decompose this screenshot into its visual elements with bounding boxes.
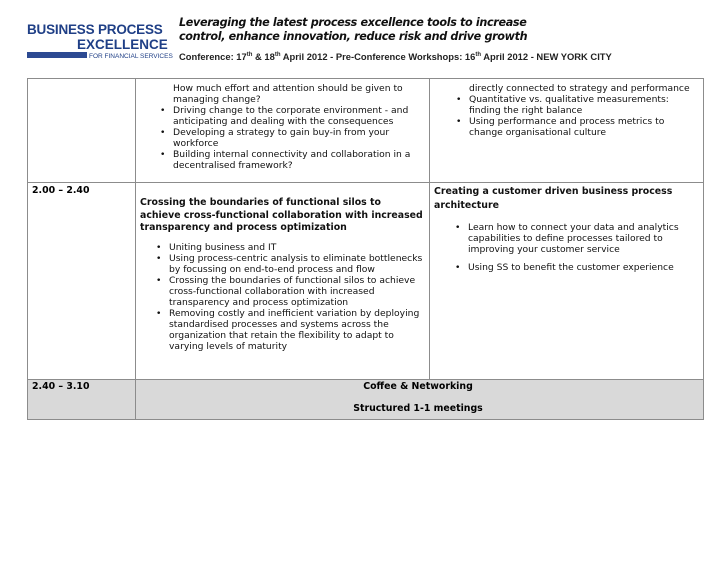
agenda-table <box>27 78 704 420</box>
dates-sup-3: th <box>475 51 482 58</box>
row2-right-list <box>434 222 699 273</box>
list-item: • Using performance and process metrics to change organisational culture <box>451 116 699 138</box>
dates-sup-2: th <box>274 51 281 58</box>
list-item: • Crossing the boundaries of functional silos to achieve cross-functional collaboration with increased transparency and process optimization <box>151 275 424 308</box>
row2-middle-list <box>140 242 424 352</box>
list-item: • Removing costly and inefficient variation by deploying standardised processes and systems across the organization that retain the flexibility to adapt to varying levels of maturity <box>151 308 424 352</box>
list-item: • Learn how to connect your data and analytics capabilities to define processes tailored to improving your customer service <box>450 222 699 255</box>
logo-line-3: FOR FINANCIAL SERVICES <box>89 53 173 60</box>
list-item: • Driving change to the corporate environment - and anticipating and dealing with the consequences <box>155 105 423 127</box>
dates-mid: April 2012 - Pre-Conference Workshops: 16 <box>280 51 476 62</box>
list-item: • Using SS to benefit the customer experience <box>450 262 699 273</box>
company-logo <box>27 22 173 64</box>
list-item: • Uniting business and IT <box>151 242 424 253</box>
row2-middle-cell <box>140 197 424 352</box>
session-time: 2.40 – 3.10 <box>32 381 90 392</box>
logo-line-2: EXCELLENCE <box>77 37 168 52</box>
structured-meetings-label: Structured 1-1 meetings <box>353 403 483 414</box>
column-divider-1 <box>135 79 136 419</box>
title-line-1: Leveraging the latest process excellence tools to increase <box>179 16 527 29</box>
list-item: How much effort and attention should be given to managing change? <box>173 83 403 105</box>
session-title: Creating a customer driven business process architecture <box>434 186 673 211</box>
row1-right-list <box>451 83 699 138</box>
row1-right-cell <box>451 83 699 138</box>
event-dates <box>179 51 612 62</box>
list-item: • Developing a strategy to gain buy-in from your workforce <box>155 127 423 149</box>
session-time: 2.00 – 2.40 <box>32 185 90 196</box>
page-title <box>179 16 539 44</box>
row1-middle-cell <box>155 83 423 171</box>
dates-amp: & 18 <box>252 51 275 62</box>
logo-line-1: BUSINESS PROCESS <box>27 22 163 37</box>
row-divider-1 <box>28 182 703 183</box>
dates-prefix: Conference: 17 <box>179 51 247 62</box>
list-item: • Using process-centric analysis to eliminate bottlenecks by focussing on end-to-end process and flow <box>151 253 424 275</box>
row2-right-cell <box>434 185 699 273</box>
list-item: • Building internal connectivity and collaboration in a decentralised framework? <box>155 149 423 171</box>
list-item: • Quantitative vs. qualitative measurements: finding the right balance <box>451 94 699 116</box>
dates-suffix: April 2012 - NEW YORK CITY <box>481 51 612 62</box>
row1-middle-list <box>155 83 423 171</box>
list-item: directly connected to strategy and performance <box>469 83 690 94</box>
logo-bar <box>27 52 87 58</box>
coffee-networking-label: Coffee & Networking <box>363 381 473 392</box>
row-divider-2 <box>28 379 703 380</box>
session-title: Crossing the boundaries of functional silos to achieve cross-functional collaboration with increased transparency and process optimization <box>140 197 423 233</box>
column-divider-2 <box>429 79 430 379</box>
dates-sup-1: th <box>246 51 253 58</box>
title-line-2: control, enhance innovation, reduce risk and drive growth <box>179 30 528 43</box>
